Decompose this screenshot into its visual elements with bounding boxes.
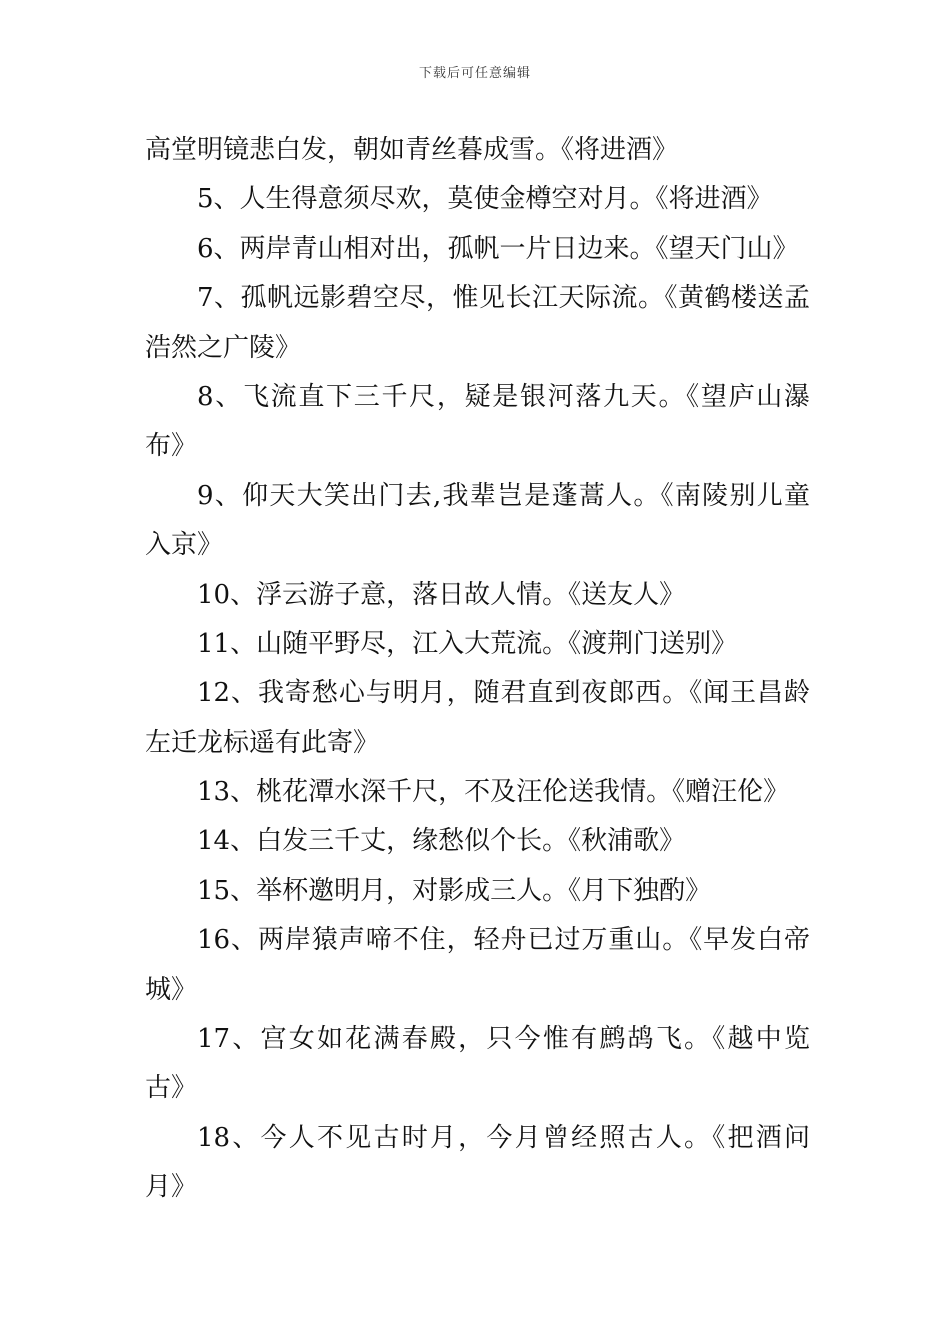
text-line: 7、孤帆远影碧空尽，惟见长江天际流。《黄鹤楼送孟 <box>197 283 810 314</box>
text-line: 入京》 <box>145 530 224 561</box>
text-line: 9、仰天大笑出门去,我辈岂是蓬蒿人。《南陵别儿童 <box>197 480 810 511</box>
text-line: 15、举杯邀明月，对影成三人。《月下独酌》 <box>197 875 712 906</box>
text-line: 6、两岸青山相对出，孤帆一片日边来。《望天门山》 <box>197 233 799 264</box>
text-line: 布》 <box>145 431 198 462</box>
text-line: 11、山随平野尽，江入大荒流。《渡荆门送别》 <box>197 628 738 659</box>
page-header: 下载后可任意编辑 <box>418 66 531 81</box>
text-line: 13、桃花潭水深千尺，不及汪伦送我情。《赠汪伦》 <box>197 777 790 808</box>
poem-quote-list <box>145 126 810 1213</box>
text-line: 5、人生得意须尽欢，莫使金樽空对月。《将进酒》 <box>197 184 773 215</box>
text-line: 12、我寄愁心与明月，随君直到夜郎西。《闻王昌龄 <box>197 678 810 709</box>
text-line: 8、飞流直下三千尺，疑是银河落九天。《望庐山瀑 <box>197 381 810 412</box>
text-line: 18、今人不见古时月，今月曾经照古人。《把酒问 <box>197 1122 810 1153</box>
text-line: 月》 <box>145 1172 198 1203</box>
text-line: 浩然之广陵》 <box>145 332 302 363</box>
text-line: 城》 <box>145 974 198 1005</box>
text-line: 17、宫女如花满春殿，只今惟有鹧鸪飞。《越中览 <box>197 1024 810 1055</box>
text-line: 左迁龙标遥有此寄》 <box>145 727 380 758</box>
text-line: 高堂明镜悲白发，朝如青丝暮成雪。《将进酒》 <box>145 135 679 165</box>
text-line: 10、浮云游子意，落日故人情。《送友人》 <box>197 579 686 610</box>
text-line: 古》 <box>145 1073 198 1104</box>
text-line: 16、两岸猿声啼不住，轻舟已过万重山。《早发白帝 <box>197 925 810 956</box>
text-line: 14、白发三千丈，缘愁似个长。《秋浦歌》 <box>197 826 686 857</box>
